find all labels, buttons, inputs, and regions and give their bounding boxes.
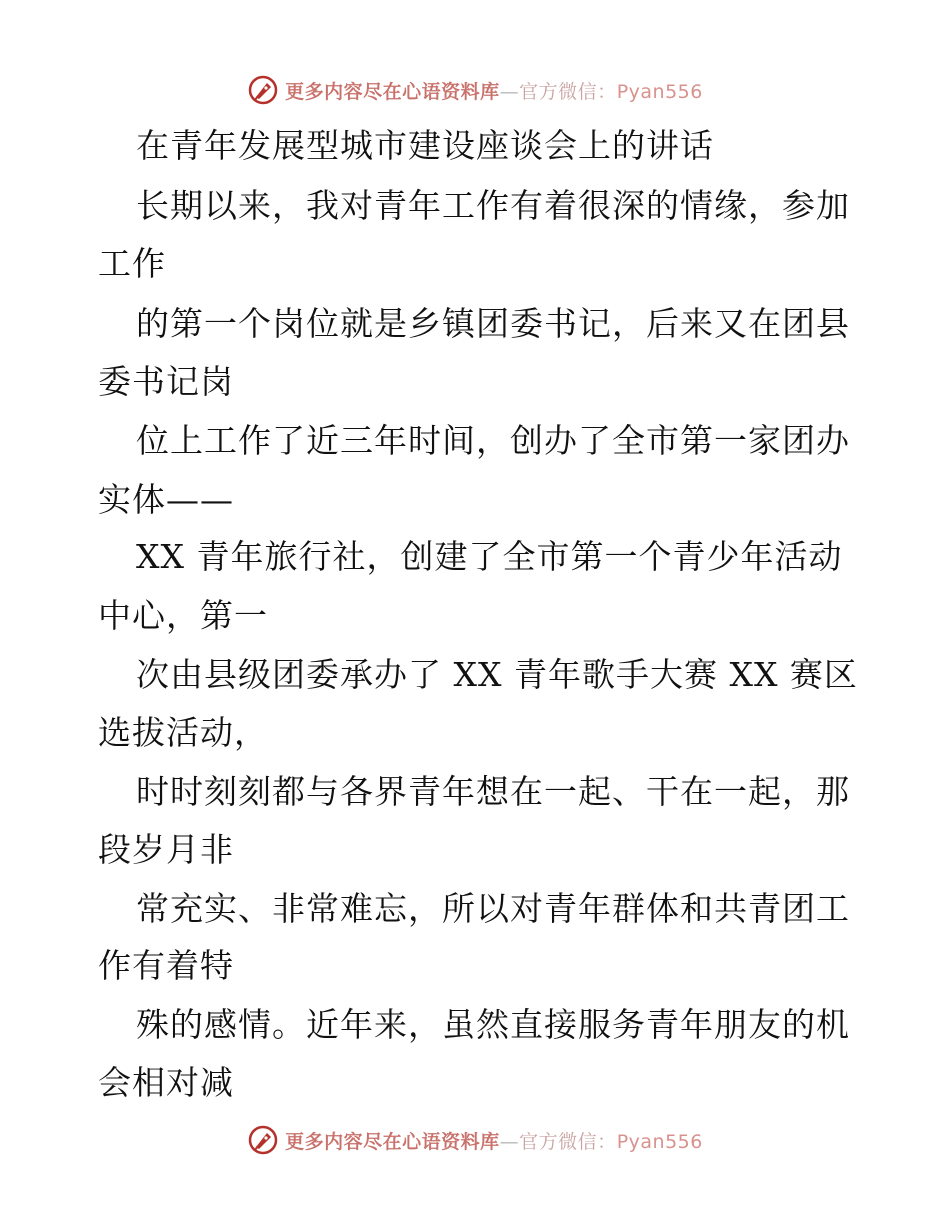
paragraph-line: 选拔活动，: [98, 713, 268, 752]
watermark-site: 更多内容尽在心语资料库: [285, 1130, 500, 1153]
watermark-site: 更多内容尽在心语资料库: [285, 80, 500, 103]
footer-watermark: [0, 1120, 950, 1160]
pen-nib-logo-icon: [247, 1124, 279, 1156]
paragraph-line: 实体——: [98, 480, 234, 519]
watermark-text: [285, 1127, 703, 1154]
paragraph-line: XX 青年旅行社，创建了全市第一个青少年活动: [136, 537, 843, 576]
paragraph-line: 中心，第一: [98, 596, 268, 635]
paragraph-line: 时时刻刻都与各界青年想在一起、干在一起，那: [136, 772, 850, 811]
paragraph-line: 次由县级团委承办了 XX 青年歌手大赛 XX 赛区: [136, 655, 858, 694]
paragraph-line: 殊的感情。近年来，虽然直接服务青年朋友的机: [136, 1005, 850, 1044]
paragraph-line: 常充实、非常难忘，所以对青年群体和共青团工: [136, 889, 850, 928]
document-title: 在青年发展型城市建设座谈会上的讲话: [136, 126, 714, 165]
watermark-separator: —: [499, 80, 520, 103]
watermark-wechat-id: Pyan556: [616, 1130, 703, 1153]
paragraph-line: 作有着特: [98, 946, 234, 985]
watermark-text: [285, 77, 703, 104]
paragraph-line: 工作: [98, 244, 166, 283]
paragraph-line: 委书记岗: [98, 362, 234, 401]
paragraph-line: 段岁月非: [98, 830, 234, 869]
paragraph-line: 的第一个岗位就是乡镇团委书记，后来又在团县: [136, 304, 850, 343]
paragraph-line: 位上工作了近三年时间，创办了全市第一家团办: [136, 421, 850, 460]
watermark-wechat-id: Pyan556: [616, 80, 703, 103]
watermark-wechat-label: 官方微信：: [519, 1130, 617, 1153]
header-watermark: [0, 70, 950, 110]
watermark-separator: —: [499, 1130, 520, 1153]
paragraph-line: 长期以来，我对青年工作有着很深的情缘，参加: [136, 186, 850, 225]
paragraph-line: 会相对减: [98, 1063, 234, 1102]
pen-nib-logo-icon: [247, 74, 279, 106]
watermark-wechat-label: 官方微信：: [519, 80, 617, 103]
